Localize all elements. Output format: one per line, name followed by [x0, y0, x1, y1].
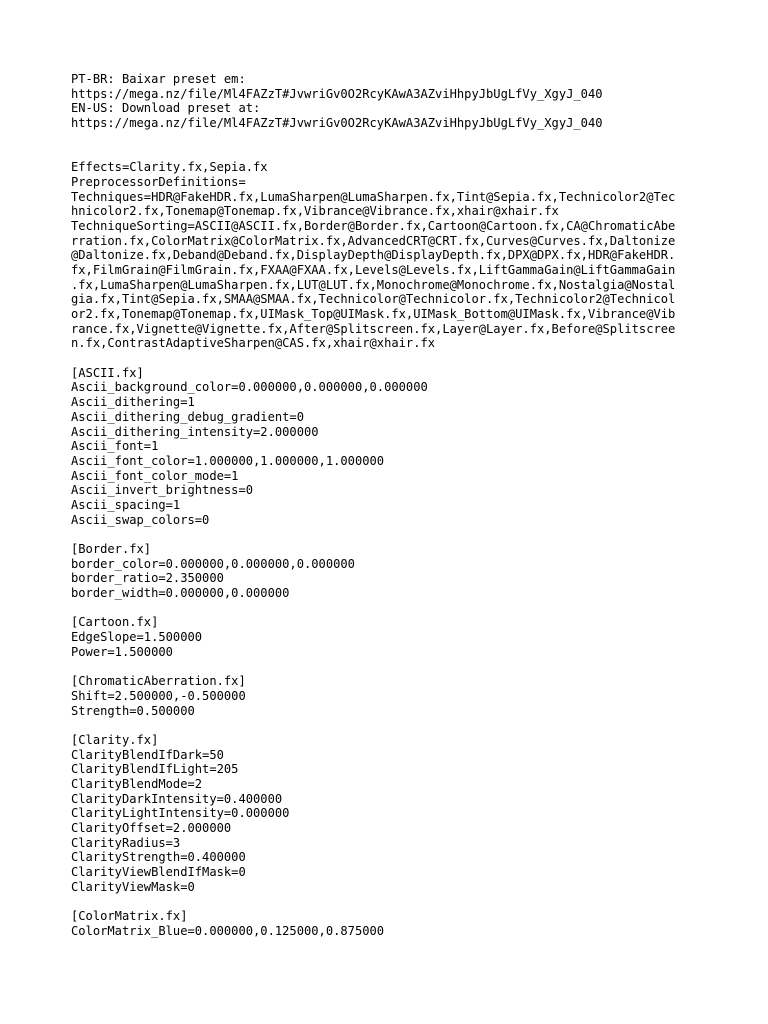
setting-line: ClarityLightIntensity=0.000000: [71, 806, 290, 821]
section-header: [Border.fx]: [71, 542, 152, 556]
setting-line: Ascii_spacing=1: [71, 497, 181, 512]
document-page: [71, 72, 711, 939]
setting-line: border_width=0.000000,0.000000: [71, 586, 290, 601]
setting-line: Ascii_dithering=1: [71, 395, 195, 410]
section-header: [ColorMatrix.fx]: [71, 909, 188, 924]
setting-line: rration.fx,ColorMatrix@ColorMatrix.fx,AdvancedCRT@CRT.fx,Curves@Curves.fx,Daltonize: [71, 233, 676, 248]
setting-line: ClarityBlendMode=2: [71, 777, 203, 791]
setting-line: Ascii_invert_brightness=0: [71, 483, 254, 498]
blank-line: [71, 660, 711, 675]
setting-line: TechniqueSorting=ASCII@ASCII.fx,Border@Border.fx,Cartoon@Cartoon.fx,CA@ChromaticAbe: [71, 218, 676, 233]
setting-line: Ascii_dithering_intensity=2.000000: [71, 424, 319, 439]
setting-line: ClarityViewBlendIfMask=0: [71, 865, 246, 880]
setting-line: ClarityRadius=3: [71, 835, 181, 850]
setting-line: ClarityBlendIfDark=50: [71, 747, 224, 762]
ptbr-url: https://mega.nz/file/Ml4FAZzT#JvwriGv0O2RcyKAwA3AZviHhpyJbUgLfVy_XgyJ_040: [71, 86, 603, 101]
config-sections: [71, 351, 711, 939]
blank-line: [71, 351, 711, 366]
setting-line: ClarityDarkIntensity=0.400000: [71, 791, 283, 806]
setting-line: ColorMatrix_Blue=0.000000,0.125000,0.875000: [71, 923, 385, 938]
setting-line: ClarityViewMask=0: [71, 879, 195, 894]
setting-line: or2.fx,Tonemap@Tonemap.fx,UIMask_Top@UIMask.fx,UIMask_Bottom@UIMask.fx,Vibrance@Vib: [71, 307, 676, 321]
setting-line: Techniques=HDR@FakeHDR.fx,LumaSharpen@LumaSharpen.fx,Tint@Sepia.fx,Technicolor2@Tec: [71, 189, 676, 204]
blank-line: [71, 145, 711, 160]
blank-line: [71, 527, 711, 542]
setting-line: border_ratio=2.350000: [71, 571, 224, 586]
setting-line: n.fx,ContrastAdaptiveSharpen@CAS.fx,xhair@xhair.fx: [71, 336, 436, 351]
section-header: [ASCII.fx]: [71, 365, 144, 380]
blank-line: [71, 718, 711, 733]
setting-line: @Daltonize.fx,Deband@Deband.fx,DisplayDepth@DisplayDepth.fx,DPX@DPX.fx,HDR@FakeHDR.: [71, 248, 676, 263]
setting-line: Ascii_font=1: [71, 439, 159, 454]
setting-line: hnicolor2.fx,Tonemap@Tonemap.fx,Vibrance@Vibrance.fx,xhair@xhair.fx: [71, 204, 559, 219]
section-header: [ChromaticAberration.fx]: [71, 674, 246, 689]
setting-line: Strength=0.500000: [71, 703, 195, 718]
setting-line: Power=1.500000: [71, 644, 173, 659]
setting-line: PreprocessorDefinitions=: [71, 174, 246, 189]
blank-line: [71, 895, 711, 910]
setting-line: ClarityStrength=0.400000: [71, 850, 246, 865]
setting-line: ClarityBlendIfLight=205: [71, 762, 239, 777]
setting-line: Ascii_background_color=0.000000,0.000000,0.000000: [71, 380, 428, 395]
setting-line: Ascii_font_color_mode=1: [71, 468, 239, 483]
setting-line: Ascii_swap_colors=0: [71, 512, 210, 527]
setting-line: EdgeSlope=1.500000: [71, 630, 203, 645]
global-settings: [71, 160, 711, 351]
ptbr-label: PT-BR: Baixar preset em:: [71, 72, 246, 86]
blank-line: [71, 601, 711, 616]
setting-line: Ascii_font_color=1.000000,1.000000,1.000000: [71, 453, 385, 468]
setting-line: rance.fx,Vignette@Vignette.fx,After@Splitscreen.fx,Layer@Layer.fx,Before@Splitscree: [71, 321, 676, 336]
section-header: [Clarity.fx]: [71, 732, 159, 747]
section-header: [Cartoon.fx]: [71, 615, 159, 630]
setting-line: fx,FilmGrain@FilmGrain.fx,FXAA@FXAA.fx,Levels@Levels.fx,LiftGammaGain@LiftGammaGain: [71, 262, 676, 277]
setting-line: ClarityOffset=2.000000: [71, 821, 232, 836]
setting-line: border_color=0.000000,0.000000,0.000000: [71, 556, 355, 571]
setting-line: gia.fx,Tint@Sepia.fx,SMAA@SMAA.fx,Technicolor@Technicolor.fx,Technicolor2@Technicol: [71, 292, 676, 307]
enus-url: https://mega.nz/file/Ml4FAZzT#JvwriGv0O2RcyKAwA3AZviHhpyJbUgLfVy_XgyJ_040: [71, 116, 603, 131]
enus-label: EN-US: Download preset at:: [71, 101, 261, 116]
setting-line: Ascii_dithering_debug_gradient=0: [71, 409, 304, 424]
blank-line: [71, 131, 711, 146]
setting-line: Effects=Clarity.fx,Sepia.fx: [71, 160, 268, 175]
setting-line: .fx,LumaSharpen@LumaSharpen.fx,LUT@LUT.fx,Monochrome@Monochrome.fx,Nostalgia@Nostal: [71, 277, 676, 292]
setting-line: Shift=2.500000,-0.500000: [71, 688, 246, 703]
